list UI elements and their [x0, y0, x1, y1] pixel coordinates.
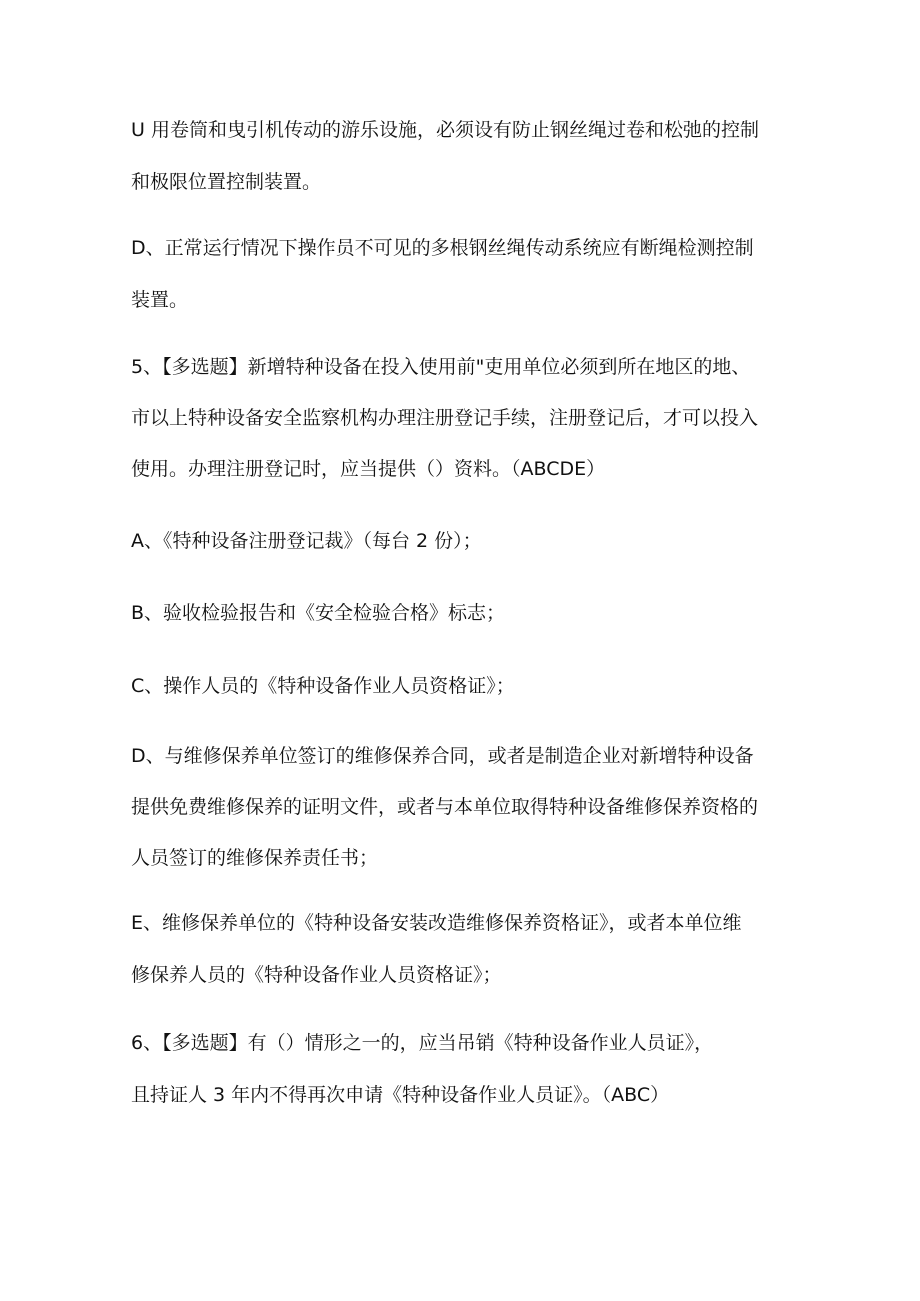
text-line: E、维修保养单位的《特种设备安装改造维修保养资格证》，或者本单位维 [131, 912, 742, 934]
text-line: 5、【多选题】新增特种设备在投入使用前"吏用单位必须到所在地区的地、 [131, 356, 751, 378]
paragraph-q5-option-b [131, 600, 811, 627]
text-line: B、验收检验报告和《安全检验合格》标志； [131, 602, 506, 624]
paragraph-q5-option-e [131, 910, 811, 989]
text-line: 和极限位置控制装置。 [131, 171, 322, 193]
text-line: A、《特种设备注册登记裁》（每台 2 份）； [131, 530, 482, 552]
paragraph-q4-option-d [131, 235, 811, 314]
text-line: 修保养人员的《特种设备作业人员资格证》； [131, 964, 502, 986]
paragraph-q6-question [131, 1030, 811, 1109]
text-line: D、与维修保养单位签订的维修保养合同，或者是制造企业对新增特种设备 [131, 745, 754, 767]
text-line: 提供免费维修保养的证明文件，或者与本单位取得特种设备维修保养资格的 [131, 796, 759, 818]
paragraph-q5-option-a [131, 528, 811, 555]
text-line: 装置。 [131, 289, 189, 311]
paragraph-option-c-continued [131, 117, 811, 196]
text-line: 人员签订的维修保养责任书； [131, 847, 379, 869]
paragraph-q5-question [131, 354, 811, 483]
text-line: 市以上特种设备安全监察机构办理注册登记手续，注册登记后，才可以投入 [131, 407, 759, 429]
text-line: 使用。办理注册登记时，应当提供（）资料。（ABCDE） [131, 458, 606, 480]
text-line: 且持证人 3 年内不得再次申请《特种设备作业人员证》。（ABC） [131, 1084, 670, 1106]
text-line: 6、【多选题】有（）情形之一的，应当吊销《特种设备作业人员证》， [131, 1032, 714, 1054]
text-line: C、操作人员的《特种设备作业人员资格证》； [131, 675, 515, 697]
paragraph-q5-option-c [131, 673, 811, 700]
text-line: D、正常运行情况下操作员不可见的多根钢丝绳传动系统应有断绳检测控制 [131, 237, 754, 259]
text-line: U 用卷筒和曳引机传动的游乐设施，必须设有防止钢丝绳过卷和松弛的控制 [131, 119, 759, 141]
paragraph-q5-option-d [131, 743, 811, 872]
